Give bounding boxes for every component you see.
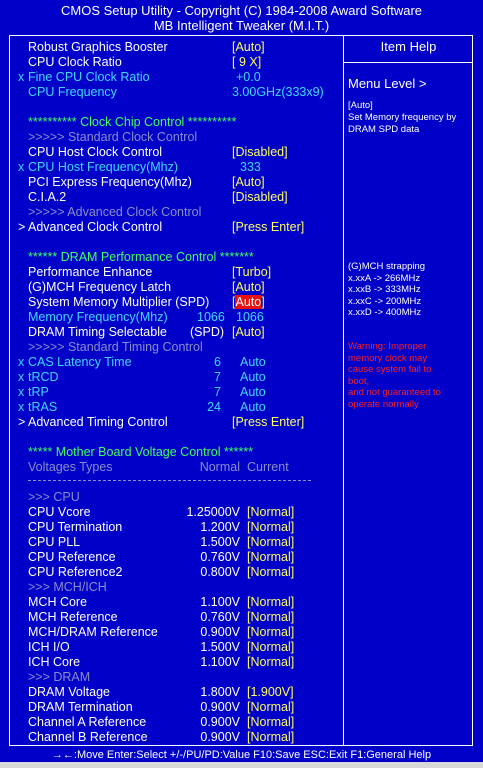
setting-value[interactable]: [Normal]: [247, 550, 295, 564]
locked-mark: x: [18, 355, 25, 369]
setting-mch-ich: [0, 580, 340, 595]
panel-divider: [343, 35, 344, 746]
setting-value[interactable]: [Disabled]: [232, 190, 288, 204]
setting-label: tRP: [28, 385, 49, 399]
setting-number: 24: [207, 400, 221, 414]
setting-value[interactable]: [Normal]: [247, 535, 295, 549]
setting-value[interactable]: [Normal]: [247, 730, 295, 744]
setting-cpu-host-frequency-mhz: [0, 160, 340, 175]
setting-value[interactable]: [232, 295, 265, 310]
strap-line: x.xxA -> 266MHz: [348, 272, 421, 284]
setting-mother-board-voltage-control: [0, 445, 340, 460]
setting-label: CPU Clock Ratio: [28, 55, 122, 69]
warning-line: boot,: [348, 375, 370, 387]
setting-label: CPU Frequency: [28, 85, 117, 99]
setting-label: CPU PLL: [28, 535, 81, 549]
setting-label: ***** Mother Board Voltage Control ******: [28, 445, 254, 459]
setting-number: 0.900V: [200, 715, 240, 729]
setting-dram: [0, 670, 340, 685]
setting-source: (SPD): [190, 325, 225, 339]
setting-label: Channel B Reference: [28, 730, 148, 744]
setting-label: CPU Termination: [28, 520, 123, 534]
setting-value-2: 1066: [236, 310, 264, 324]
setting-number: 1.500V: [200, 535, 240, 549]
setting-label: PCI Express Frequency(Mhz): [28, 175, 192, 189]
setting-dram-performance-control: [0, 250, 340, 265]
setting-value[interactable]: [Normal]: [247, 700, 295, 714]
setting-number: 6: [214, 355, 221, 369]
menu-level: Menu Level >: [348, 76, 427, 91]
warning-line: cause system fail to: [348, 364, 432, 375]
setting-blank: [0, 475, 340, 490]
bracket-open: [: [232, 295, 236, 309]
help-desc-value: [Auto]: [348, 100, 373, 111]
setting-label: CPU Reference2: [28, 565, 123, 579]
setting-number: 1.500V: [200, 640, 240, 654]
selected-value[interactable]: Auto: [235, 295, 262, 309]
setting-tras: [0, 400, 340, 415]
setting-label: >>>>> Standard Timing Control: [28, 340, 203, 354]
setting-value[interactable]: [Press Enter]: [232, 415, 305, 429]
setting-value[interactable]: [Normal]: [247, 655, 295, 669]
setting-cpu-reference[interactable]: [0, 550, 340, 565]
setting-label: DRAM Voltage: [28, 685, 110, 699]
title-bar: [0, 0, 483, 37]
warning-line: memory clock may: [348, 352, 428, 364]
strap-line: x.xxB -> 333MHz: [348, 284, 421, 295]
setting-number: 1.200V: [200, 520, 240, 534]
bracket-close: ]: [261, 295, 265, 309]
setting-label: ICH I/O: [28, 640, 70, 654]
setting-cpu-host-clock-control[interactable]: [0, 145, 340, 160]
setting-advanced-timing-control[interactable]: [0, 415, 340, 430]
setting-pci-express-frequency-mhz[interactable]: [0, 175, 340, 190]
setting-label: CPU Vcore: [28, 505, 91, 519]
warning-line: operate normally: [348, 398, 419, 410]
setting-ich-i-o[interactable]: [0, 640, 340, 655]
setting-mch-reference[interactable]: [0, 610, 340, 625]
setting-label: Fine CPU Clock Ratio: [28, 70, 150, 84]
setting-number: 0.900V: [200, 625, 240, 639]
locked-mark: x: [18, 70, 25, 84]
setting-value[interactable]: [Auto]: [232, 40, 265, 54]
setting-label: Performance Enhance: [28, 265, 153, 279]
setting-label: Robust Graphics Booster: [28, 40, 168, 54]
setting-performance-enhance[interactable]: [0, 265, 340, 280]
warning-line: Warning: Improper: [348, 341, 427, 352]
setting-value: Auto: [240, 355, 266, 369]
setting-label: Voltages Types: [28, 460, 113, 474]
setting-value: Auto: [240, 400, 266, 414]
locked-mark: x: [18, 385, 25, 399]
taskbar-strip: [0, 762, 483, 768]
setting-value[interactable]: [Disabled]: [232, 145, 288, 159]
setting-memory-frequency-mhz: [0, 310, 340, 325]
setting-label: DRAM Timing Selectable: [28, 325, 167, 339]
setting-value[interactable]: [Normal]: [247, 715, 295, 729]
setting-label: DRAM Termination: [28, 700, 133, 714]
setting-label: MCH Core: [28, 595, 88, 609]
setting-label: (G)MCH Frequency Latch: [28, 280, 172, 294]
setting-value[interactable]: [Press Enter]: [232, 220, 305, 234]
setting-cas-latency-time: [0, 355, 340, 370]
setting-blank: [0, 235, 340, 250]
setting-voltages-types: [0, 460, 340, 475]
setting-number: 0.800V: [200, 565, 240, 579]
setting-number: 7: [214, 370, 221, 384]
setting-number: 1.25000V: [186, 505, 240, 519]
setting-label: CPU Host Frequency(Mhz): [28, 160, 179, 174]
setting-value[interactable]: [Normal]: [247, 625, 295, 639]
voltage-header-divider: [28, 480, 311, 481]
setting-cpu-frequency: [0, 85, 340, 100]
setting-label: >>> CPU: [28, 490, 80, 504]
setting-label: MCH/DRAM Reference: [28, 625, 158, 639]
setting-label: CAS Latency Time: [28, 355, 132, 369]
help-title-divider: [344, 62, 473, 63]
setting-system-memory-multiplier-spd[interactable]: [0, 295, 340, 310]
setting-blank: [0, 430, 340, 445]
setting-value: Current: [247, 460, 289, 474]
setting-label: Channel A Reference: [28, 715, 147, 729]
setting-channel-b-reference[interactable]: [0, 730, 340, 745]
setting-number: 0.760V: [200, 550, 240, 564]
setting-cpu-reference2[interactable]: [0, 565, 340, 580]
setting-label: Memory Frequency(Mhz): [28, 310, 168, 324]
setting-value[interactable]: [Auto]: [232, 325, 265, 339]
setting-trp: [0, 385, 340, 400]
setting-number: 0.760V: [200, 610, 240, 624]
setting-label: tRCD: [28, 370, 59, 384]
setting-g-mch-frequency-latch[interactable]: [0, 280, 340, 295]
setting-advanced-clock-control[interactable]: [0, 220, 340, 235]
submenu-arrow-icon: >: [18, 220, 26, 234]
setting-label: >>> DRAM: [28, 670, 91, 684]
strap-line: x.xxD -> 400MHz: [348, 307, 422, 318]
setting-dram-termination[interactable]: [0, 700, 340, 715]
setting-value[interactable]: [Normal]: [247, 505, 295, 519]
setting-number: Normal: [199, 460, 240, 474]
setting-label: ****** DRAM Performance Control *******: [28, 250, 254, 264]
setting-cpu-clock-ratio[interactable]: [0, 55, 340, 70]
setting-mch-core[interactable]: [0, 595, 340, 610]
setting-label: >>>>> Advanced Clock Control: [28, 205, 202, 219]
setting-channel-a-reference[interactable]: [0, 715, 340, 730]
strap-line: x.xxC -> 200MHz: [348, 295, 422, 307]
setting-value: 1066: [197, 310, 225, 324]
setting-label: Advanced Clock Control: [28, 220, 163, 234]
setting-value: 333: [240, 160, 261, 174]
setting-label: ICH Core: [28, 655, 81, 669]
setting-cpu: [0, 490, 340, 505]
setting-label: MCH Reference: [28, 610, 118, 624]
submenu-arrow-icon: >: [18, 415, 26, 429]
setting-value: Auto: [240, 370, 266, 384]
setting-number: 1.100V: [200, 595, 240, 609]
title-line-2: MB Intelligent Tweaker (M.I.T.): [153, 18, 330, 33]
setting-value[interactable]: [Normal]: [247, 565, 295, 579]
locked-mark: x: [18, 400, 25, 414]
setting-blank: [0, 100, 340, 115]
setting-label: ********** Clock Chip Control **********: [28, 115, 237, 129]
setting-number: 7: [214, 385, 221, 399]
setting-dram-voltage[interactable]: [0, 685, 340, 700]
setting-label: CPU Host Clock Control: [28, 145, 163, 159]
title-line-1: CMOS Setup Utility - Copyright (C) 1984-2008 Award Software: [60, 3, 423, 18]
setting-dram-timing-selectable[interactable]: [0, 325, 340, 340]
key-help-footer: →←:Move Enter:Select +/-/PU/PD:Value F10:Save ESC:Exit F1:General Help: [51, 749, 432, 761]
setting-number: 0.900V: [200, 700, 240, 714]
setting-number: 1.100V: [200, 655, 240, 669]
setting-label: >>> MCH/ICH: [28, 580, 107, 594]
setting-value[interactable]: [1.900V]: [247, 685, 294, 699]
locked-mark: x: [18, 160, 25, 174]
setting-value[interactable]: [Normal]: [247, 610, 295, 624]
setting-mch-dram-reference[interactable]: [0, 625, 340, 640]
setting-value[interactable]: [Normal]: [247, 520, 295, 534]
setting-value: +0.0: [236, 70, 261, 84]
setting-value[interactable]: [Turbo]: [232, 265, 272, 279]
setting-number: 1.800V: [200, 685, 240, 699]
help-desc-text: Set Memory frequency by DRAM SPD data: [348, 112, 457, 135]
setting-ich-core[interactable]: [0, 655, 340, 670]
setting-label: tRAS: [28, 400, 58, 414]
setting-label: CPU Reference: [28, 550, 116, 564]
setting-value[interactable]: [Auto]: [232, 280, 265, 294]
setting-label: >>>>> Standard Clock Control: [28, 130, 198, 144]
setting-cpu-vcore[interactable]: [0, 505, 340, 520]
setting-value: 3.00GHz(333x9): [232, 85, 324, 99]
setting-cpu-termination[interactable]: [0, 520, 340, 535]
setting-trcd: [0, 370, 340, 385]
setting-robust-graphics-booster[interactable]: [0, 40, 340, 55]
setting-value[interactable]: [Normal]: [247, 640, 295, 654]
setting-advanced-clock-control: [0, 205, 340, 220]
setting-number: 0.900V: [200, 730, 240, 744]
setting-standard-clock-control: [0, 130, 340, 145]
setting-label: System Memory Multiplier (SPD): [28, 295, 210, 309]
setting-fine-cpu-clock-ratio: [0, 70, 340, 85]
warning-line: and not guaranteed to: [348, 387, 441, 398]
setting-value[interactable]: [Normal]: [247, 595, 295, 609]
setting-cpu-pll[interactable]: [0, 535, 340, 550]
setting-label: C.I.A.2: [28, 190, 67, 204]
strap-line: (G)MCH strapping: [348, 261, 426, 272]
setting-value: Auto: [240, 385, 266, 399]
setting-c-i-a-2[interactable]: [0, 190, 340, 205]
locked-mark: x: [18, 370, 25, 384]
setting-label: Advanced Timing Control: [28, 415, 168, 429]
setting-standard-timing-control: [0, 340, 340, 355]
setting-value[interactable]: [Auto]: [232, 175, 265, 189]
item-help-title: Item Help: [380, 39, 437, 54]
setting-value[interactable]: [ 9 X]: [232, 55, 262, 69]
setting-clock-chip-control: [0, 115, 340, 130]
